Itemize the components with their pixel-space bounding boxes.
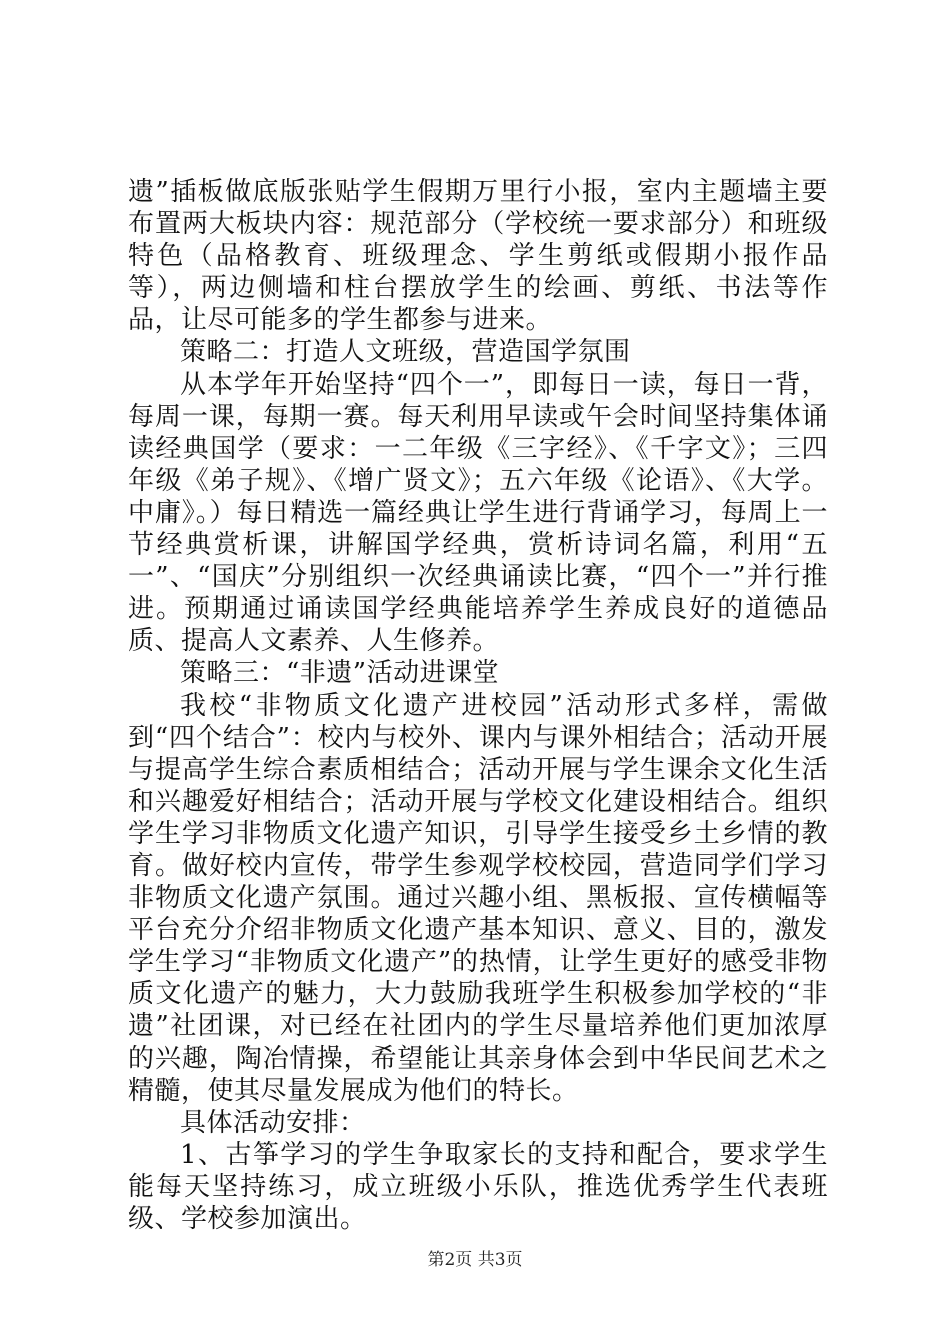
document-body (128, 176, 828, 1235)
heading-activity-schedule: 具体活动安排： (180, 1107, 366, 1138)
paragraph-activity-item-1: 1、古筝学习的学生争取家长的支持和配合，要求学生能每天坚持练习，成立班级小乐队，推选优秀学生代表班级、学校参加演出。 (128, 1139, 828, 1234)
heading-strategy-three: 策略三：“非遗”活动进课堂 (180, 658, 500, 689)
paragraph-strategy-three: 我校“非物质文化遗产进校园”活动形式多样，需做到“四个结合”：校内与校外、课内与课外相结合；活动开展与提高学生综合素质相结合；活动开展与学生课余文化生活和兴趣爱好相结合；活动开展与学校文化建设相结合。组织学生学习非物质文化遗产知识，引导学生接受乡土乡情的教育。做好校内宣传，带学生参观学校校园，营造同学们学习非物质文化遗产氛围。通过兴趣小组、黑板报、宣传横幅等平台充分介绍非物质文化遗产基本知识、意义、目的，激发学生学习“非物质文化遗产”的热情，让学生更好的感受非物质文化遗产的魅力，大力鼓励我班学生积极参加学校的“非遗”社团课，对已经在社团内的学生尽量培养他们更加浓厚的兴趣，陶冶情操，希望能让其亲身体会到中华民间艺术之精髓，使其尽量发展成为他们的特长。 (128, 690, 828, 1106)
paragraph-continuation: 遗”插板做底版张贴学生假期万里行小报，室内主题墙主要布置两大板块内容：规范部分（学校统一要求部分）和班级特色（品格教育、班级理念、学生剪纸或假期小报作品等），两边侧墙和柱台摆放学生的绘画、剪纸、书法等作品，让尽可能多的学生都参与进来。 (128, 177, 828, 336)
page-footer: 第2页 共3页 (427, 1250, 523, 1270)
paragraph-strategy-two: 从本学年开始坚持“四个一”，即每日一读，每日一背，每周一课，每期一赛。每天利用早读或午会时间坚持集体诵读经典国学（要求：一二年级《三字经》、《千字文》；三四年级《弟子规》、《增广贤文》；五六年级《论语》、《大学。中庸》。）每日精选一篇经典让学生进行背诵学习，每周上一节经典赏析课，讲解国学经典，赏析诗词名篇，利用“五一”、“国庆”分别组织一次经典诵读比赛，“四个一”并行推进。预期通过诵读国学经典能培养学生养成良好的道德品质、提高人文素养、人生修养。 (128, 369, 828, 657)
heading-strategy-two: 策略二：打造人文班级，营造国学氛围 (180, 337, 631, 368)
